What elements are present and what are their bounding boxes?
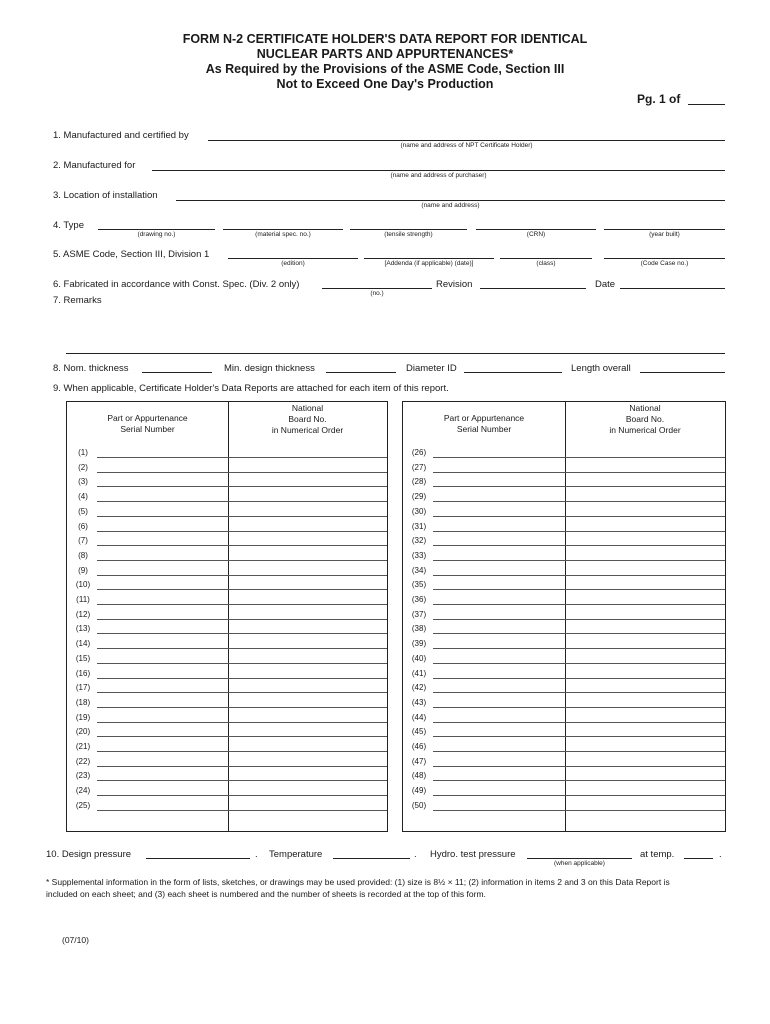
row-number: (8): [78, 550, 88, 560]
row-number: (7): [78, 536, 88, 546]
national-board-field[interactable]: [565, 736, 725, 737]
row-number: (18): [75, 697, 91, 707]
national-board-field[interactable]: [228, 692, 387, 693]
row-number: (28): [411, 477, 427, 487]
national-board-field[interactable]: [228, 619, 387, 620]
national-board-field[interactable]: [565, 648, 725, 649]
national-board-field[interactable]: [228, 457, 387, 458]
row-number: (32): [411, 536, 427, 546]
row-number: (31): [411, 521, 427, 531]
serial-number-field[interactable]: [433, 780, 565, 781]
row-number: (34): [411, 565, 427, 575]
revision-field[interactable]: [480, 288, 586, 289]
serial-number-field[interactable]: [433, 751, 565, 752]
serial-number-field[interactable]: [97, 648, 228, 649]
serial-number-field[interactable]: [97, 663, 228, 664]
serial-number-field[interactable]: [97, 472, 228, 473]
serial-number-field[interactable]: [433, 663, 565, 664]
serial-number-field[interactable]: [97, 457, 228, 458]
serial-number-field[interactable]: [97, 486, 228, 487]
serial-number-field[interactable]: [433, 531, 565, 532]
row-number: (25): [75, 800, 91, 810]
temperature-label: Temperature: [269, 849, 323, 860]
serial-number-field[interactable]: [97, 678, 228, 679]
national-board-field[interactable]: [565, 545, 725, 546]
national-board-field[interactable]: [565, 457, 725, 458]
location-caption: (name and address): [421, 202, 480, 209]
row-number: (35): [411, 580, 427, 590]
row-number: (45): [411, 727, 427, 737]
serial-number-field[interactable]: [433, 545, 565, 546]
national-board-field[interactable]: [565, 486, 725, 487]
row-number: (27): [411, 462, 427, 472]
serial-number-field[interactable]: [433, 604, 565, 605]
manufactured-for-caption: (name and address of purchaser): [390, 172, 487, 179]
serial-number-field[interactable]: [97, 810, 228, 811]
row-number: (41): [411, 668, 427, 678]
row-number: (11): [76, 595, 90, 604]
addenda-field[interactable]: [364, 258, 494, 259]
manufactured-for-label: 2. Manufactured for: [53, 160, 136, 171]
serial-number-field[interactable]: [433, 678, 565, 679]
year-built-caption: (year built): [649, 231, 680, 238]
design-pressure-field[interactable]: [146, 858, 250, 859]
row-number: (15): [75, 653, 91, 663]
form-production-limit: Not to Exceed One Day's Production: [276, 77, 494, 91]
serial-number-field[interactable]: [433, 766, 565, 767]
serial-number-field[interactable]: [97, 619, 228, 620]
serial-number-field[interactable]: [433, 457, 565, 458]
serial-number-field[interactable]: [433, 736, 565, 737]
national-board-field[interactable]: [565, 692, 725, 693]
serial-number-field[interactable]: [97, 604, 228, 605]
national-board-field[interactable]: [565, 795, 725, 796]
serial-number-field[interactable]: [97, 531, 228, 532]
serial-number-field[interactable]: [433, 722, 565, 723]
national-board-field[interactable]: [228, 604, 387, 605]
manufactured-by-caption: (name and address of NPT Certificate Holder): [400, 142, 533, 149]
form-subtitle: NUCLEAR PARTS AND APPURTENANCES*: [256, 47, 514, 61]
row-number: (16): [75, 668, 91, 678]
serial-number-field[interactable]: [433, 486, 565, 487]
serial-number-field[interactable]: [97, 589, 228, 590]
national-board-field[interactable]: [228, 575, 387, 576]
diameter-id-field[interactable]: [464, 372, 562, 373]
diameter-id-label: Diameter ID: [406, 363, 457, 374]
row-number: (1): [78, 448, 88, 457]
row-number: (44): [411, 712, 427, 722]
serial-number-field[interactable]: [97, 516, 228, 517]
row-number: (50): [411, 800, 427, 810]
at-temp-dot: .: [719, 849, 722, 860]
national-board-field[interactable]: [228, 560, 387, 561]
manufactured-for-field[interactable]: [152, 170, 725, 171]
national-board-field[interactable]: [228, 736, 387, 737]
design-pressure-label: 10. Design pressure: [46, 849, 132, 860]
row-number: (40): [411, 653, 427, 663]
national-board-field[interactable]: [228, 795, 387, 796]
row-number: (42): [411, 683, 427, 693]
length-overall-field[interactable]: [640, 372, 725, 373]
national-board-field[interactable]: [228, 707, 387, 708]
temperature-field[interactable]: [333, 858, 410, 859]
row-number: (9): [78, 565, 88, 575]
national-board-field[interactable]: [565, 516, 725, 517]
serial-table-left: [66, 401, 388, 832]
row-number: (12): [75, 609, 91, 619]
national-board-field[interactable]: [565, 766, 725, 767]
national-board-field[interactable]: [565, 619, 725, 620]
crn-field[interactable]: [476, 229, 596, 230]
at-temp-label: at temp.: [640, 849, 675, 860]
material-spec-caption: (material spec. no.): [255, 231, 311, 238]
row-number: (24): [75, 786, 91, 796]
national-board-field[interactable]: [228, 648, 387, 649]
national-board-field[interactable]: [228, 766, 387, 767]
national-board-field[interactable]: [228, 545, 387, 546]
class-caption: (class): [536, 260, 556, 267]
form-requirement: As Required by the Provisions of the ASME Code, Section III: [205, 62, 565, 76]
remarks-label: 7. Remarks: [53, 295, 102, 306]
material-spec-field[interactable]: [223, 229, 343, 230]
row-number: (14): [75, 639, 91, 649]
hydro-test-label: Hydro. test pressure: [430, 849, 516, 860]
serial-number-field[interactable]: [97, 633, 228, 634]
serial-number-field[interactable]: [433, 619, 565, 620]
hydro-test-field[interactable]: [527, 858, 632, 859]
row-number: (19): [75, 712, 91, 722]
national-board-field[interactable]: [565, 678, 725, 679]
const-spec-no-caption: (no.): [370, 290, 384, 297]
drawing-no-caption: (drawing no.): [137, 231, 176, 238]
temperature-dot: .: [414, 849, 417, 860]
type-label: 4. Type: [53, 220, 84, 231]
row-number: (26): [411, 448, 427, 457]
edition-field[interactable]: [228, 258, 358, 259]
min-design-thickness-label: Min. design thickness: [224, 363, 315, 374]
serial-number-field[interactable]: [433, 692, 565, 693]
serial-number-field[interactable]: [433, 648, 565, 649]
addenda-caption: [Addenda (if applicable) (date)]: [384, 260, 474, 267]
row-number: (3): [78, 477, 88, 487]
national-board-field[interactable]: [565, 663, 725, 664]
row-number: (39): [411, 639, 427, 649]
date-field[interactable]: [620, 288, 725, 289]
serial-number-field[interactable]: [97, 692, 228, 693]
national-board-header: National Board No. in Numerical Order: [271, 403, 344, 435]
serial-number-field[interactable]: [433, 707, 565, 708]
revision-label: Revision: [436, 279, 473, 290]
national-board-field[interactable]: [228, 810, 387, 811]
length-overall-label: Length overall: [571, 363, 631, 374]
national-board-field[interactable]: [565, 633, 725, 634]
remarks-field[interactable]: [66, 353, 725, 354]
const-spec-label: 6. Fabricated in accordance with Const. Spec. (Div. 2 only): [53, 279, 300, 290]
row-number: (20): [75, 727, 91, 737]
serial-number-field[interactable]: [97, 722, 228, 723]
serial-number-field[interactable]: [433, 795, 565, 796]
design-pressure-dot: .: [255, 849, 258, 860]
national-board-field[interactable]: [565, 751, 725, 752]
at-temp-field[interactable]: [684, 858, 713, 859]
national-board-field[interactable]: [565, 501, 725, 502]
location-field[interactable]: [176, 200, 725, 201]
part-serial-header: Part or Appurtenance Serial Number: [443, 413, 525, 434]
edition-caption: (edition): [281, 260, 305, 267]
row-number: (30): [411, 506, 427, 516]
row-number: (38): [411, 624, 427, 634]
crn-caption: (CRN): [526, 231, 546, 238]
national-board-field[interactable]: [565, 707, 725, 708]
national-board-field[interactable]: [228, 531, 387, 532]
serial-number-field[interactable]: [433, 575, 565, 576]
row-number: (46): [411, 742, 427, 751]
min-design-thickness-field[interactable]: [326, 372, 396, 373]
form-title: FORM N-2 CERTIFICATE HOLDER'S DATA REPORT FOR IDENTICAL: [182, 32, 588, 46]
row-number: (21): [75, 742, 91, 751]
page-number-label: Pg. 1 of: [637, 92, 681, 106]
national-board-field[interactable]: [565, 780, 725, 781]
serial-number-field[interactable]: [433, 810, 565, 811]
manufactured-by-label: 1. Manufactured and certified by: [53, 130, 189, 141]
national-board-field[interactable]: [565, 589, 725, 590]
nom-thickness-label: 8. Nom. thickness: [53, 363, 129, 374]
row-number: (2): [78, 462, 88, 472]
serial-number-field[interactable]: [97, 736, 228, 737]
national-board-header: National Board No. in Numerical Order: [609, 403, 681, 435]
national-board-field[interactable]: [228, 472, 387, 473]
row-number: (23): [75, 771, 91, 781]
serial-table-right: [402, 401, 726, 832]
national-board-field[interactable]: [228, 751, 387, 752]
national-board-field[interactable]: [228, 501, 387, 502]
serial-number-field[interactable]: [97, 751, 228, 752]
serial-number-field[interactable]: [433, 501, 565, 502]
asme-code-label: 5. ASME Code, Section III, Division 1: [53, 249, 210, 260]
class-field[interactable]: [500, 258, 592, 259]
nom-thickness-field[interactable]: [142, 372, 212, 373]
national-board-field[interactable]: [228, 486, 387, 487]
serial-number-field[interactable]: [97, 766, 228, 767]
national-board-field[interactable]: [228, 516, 387, 517]
tensile-strength-caption: (tensile strength): [384, 231, 433, 238]
row-number: (6): [78, 521, 88, 531]
serial-number-field[interactable]: [433, 633, 565, 634]
serial-number-field[interactable]: [97, 795, 228, 796]
row-number: (4): [78, 492, 88, 502]
national-board-field[interactable]: [228, 722, 387, 723]
serial-number-field[interactable]: [433, 560, 565, 561]
part-serial-header: Part or Appurtenance Serial Number: [107, 413, 188, 434]
serial-number-field[interactable]: [97, 575, 228, 576]
national-board-field[interactable]: [565, 810, 725, 811]
page-total-field[interactable]: [688, 104, 725, 105]
national-board-field[interactable]: [228, 633, 387, 634]
serial-number-field[interactable]: [97, 707, 228, 708]
const-spec-no-field[interactable]: [322, 288, 432, 289]
row-number: (13): [75, 624, 91, 634]
row-number: (17): [75, 683, 91, 693]
national-board-field[interactable]: [565, 575, 725, 576]
national-board-field[interactable]: [565, 472, 725, 473]
serial-number-field[interactable]: [97, 501, 228, 502]
row-number: (43): [411, 697, 427, 707]
row-number: (47): [411, 756, 427, 766]
drawing-no-field[interactable]: [98, 229, 215, 230]
national-board-field[interactable]: [228, 589, 387, 590]
serial-number-field[interactable]: [433, 516, 565, 517]
tensile-strength-field[interactable]: [350, 229, 467, 230]
row-number: (29): [411, 492, 427, 502]
row-number: (33): [411, 550, 427, 560]
location-label: 3. Location of installation: [53, 190, 158, 201]
national-board-field[interactable]: [565, 604, 725, 605]
national-board-field[interactable]: [565, 560, 725, 561]
national-board-field[interactable]: [565, 722, 725, 723]
national-board-field[interactable]: [228, 663, 387, 664]
serial-number-field[interactable]: [97, 545, 228, 546]
row-number: (22): [75, 756, 91, 766]
manufactured-by-field[interactable]: [208, 140, 725, 141]
serial-number-field[interactable]: [433, 589, 565, 590]
row-number: (37): [411, 609, 427, 619]
national-board-field[interactable]: [228, 780, 387, 781]
date-label: Date: [595, 279, 616, 290]
national-board-field[interactable]: [228, 678, 387, 679]
row-number: (10): [75, 580, 91, 590]
serial-number-field[interactable]: [433, 472, 565, 473]
row-number: (48): [411, 771, 427, 781]
year-built-field[interactable]: [604, 229, 725, 230]
row-number: (49): [411, 786, 427, 796]
revision-code: (07/10): [62, 935, 89, 945]
hydro-test-caption: (when applicable): [554, 860, 605, 867]
footnote: * Supplemental information in the form of lists, sketches, or drawings may be used provided: (1) size is 8½ × 11; (2) information in items 2 and 3 on this Data Report is included on each sheet; and (3) each sheet is numbered and the number of sheets is recorded at the top of this form.: [46, 877, 670, 899]
serial-number-field[interactable]: [97, 560, 228, 561]
code-case-caption: (Code Case no.): [640, 260, 689, 267]
serial-number-field[interactable]: [97, 780, 228, 781]
row-number: (36): [411, 595, 427, 604]
attached-reports-label: 9. When applicable, Certificate Holder's Data Reports are attached for each item of this report.: [53, 383, 449, 394]
national-board-field[interactable]: [565, 531, 725, 532]
code-case-field[interactable]: [604, 258, 725, 259]
row-number: (5): [78, 506, 88, 516]
